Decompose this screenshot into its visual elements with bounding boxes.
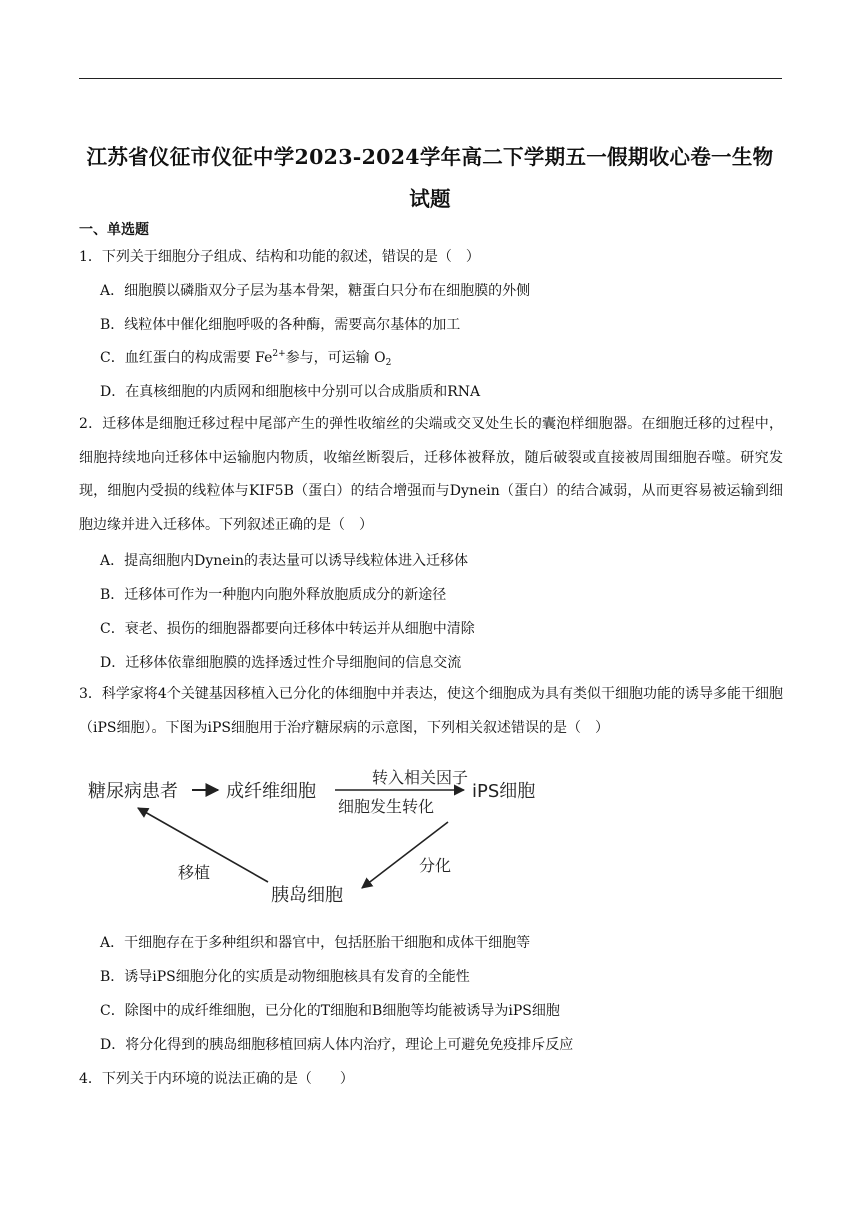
question-2-option-b: B．迁移体可作为一种胞内向胞外释放胞质成分的新途径	[100, 587, 447, 603]
diagram-arrow-label-bottom: 细胞发生转化	[338, 797, 435, 816]
diagram-node-islet: 胰岛细胞	[271, 885, 343, 906]
question-1-option-c: C．血红蛋白的构成需要 $Fe^{2+}$参与，可运输 $O_2$	[100, 349, 392, 368]
header-rule	[79, 78, 782, 79]
diagram-node-ips: iPS细胞	[472, 781, 536, 802]
question-2-stem: 2．迁移体是细胞迁移过程中尾部产生的弹性收缩丝的尖端或交叉处生长的囊泡样细胞器。在细胞迁移的过程中，细胞持续地向迁移体中运输胞内物质，收缩丝断裂后，迁移体被释放，随后破裂或直接被周围细胞吞噬。研究发现，细胞内受损的线粒体与KIF5B（蛋白）的结合增强而与Dynein（蛋白）的结合减弱，从而更容易被运输到细胞边缘并进入迁移体。下列叙述正确的是（ ）	[79, 416, 783, 533]
diagram-label-differentiate: 分化	[419, 856, 452, 875]
question-1-stem: 1．下列关于细胞分子组成、结构和功能的叙述，错误的是（ ）	[79, 249, 480, 265]
question-1-option-b: B．线粒体中催化细胞呼吸的各种酶，需要高尔基体的加工	[100, 317, 461, 333]
diagram-node-fibroblast: 成纤维细胞	[226, 781, 316, 802]
page-title: 江苏省仪征市仪征中学2023-2024学年高二下学期五一假期收心卷一生物	[86, 145, 774, 169]
question-3-stem: 3．科学家将4个关键基因移植入已分化的体细胞中并表达，使这个细胞成为具有类似干细胞功能的诱导多能干细胞（iPS细胞）。下图为iPS细胞用于治疗糖尿病的示意图，下列相关叙述错误的是（ ）	[79, 686, 783, 736]
page-title-continued: 试题	[409, 187, 451, 211]
question-2-option-a: A．提高细胞内Dynein的表达量可以诱导线粒体进入迁移体	[100, 553, 469, 569]
question-3-option-b: B．诱导iPS细胞分化的实质是动物细胞核具有发育的全能性	[100, 969, 470, 985]
question-1-option-a: A．细胞膜以磷脂双分子层为基本骨架，糖蛋白只分布在细胞膜的外侧	[100, 283, 531, 299]
question-1-option-d: D．在真核细胞的内质网和细胞核中分别可以合成脂质和RNA	[100, 384, 481, 400]
diagram-node-patient: 糖尿病患者	[88, 781, 178, 802]
question-3-option-a: A．干细胞存在于多种组织和器官中，包括胚胎干细胞和成体干细胞等	[100, 935, 531, 951]
question-3-option-d: D．将分化得到的胰岛细胞移植回病人体内治疗，理论上可避免免疫排斥反应	[100, 1037, 574, 1053]
arrow-ips-to-islet	[362, 822, 448, 888]
diagram-arrow-label-top: 转入相关因子	[372, 768, 469, 787]
question-2-option-c: C．衰老、损伤的细胞器都要向迁移体中转运并从细胞中清除	[100, 621, 475, 637]
ips-therapy-diagram	[80, 760, 580, 910]
section-heading: 一、单选题	[79, 222, 149, 238]
diagram-label-transplant: 移植	[178, 863, 211, 882]
question-3-option-c: C．除图中的成纤维细胞，已分化的T细胞和B细胞等均能被诱导为iPS细胞	[100, 1003, 560, 1019]
question-4-stem: 4．下列关于内环境的说法正确的是（ ）	[79, 1071, 354, 1087]
question-2-option-d: D．迁移体依靠细胞膜的选择透过性介导细胞间的信息交流	[100, 655, 462, 671]
